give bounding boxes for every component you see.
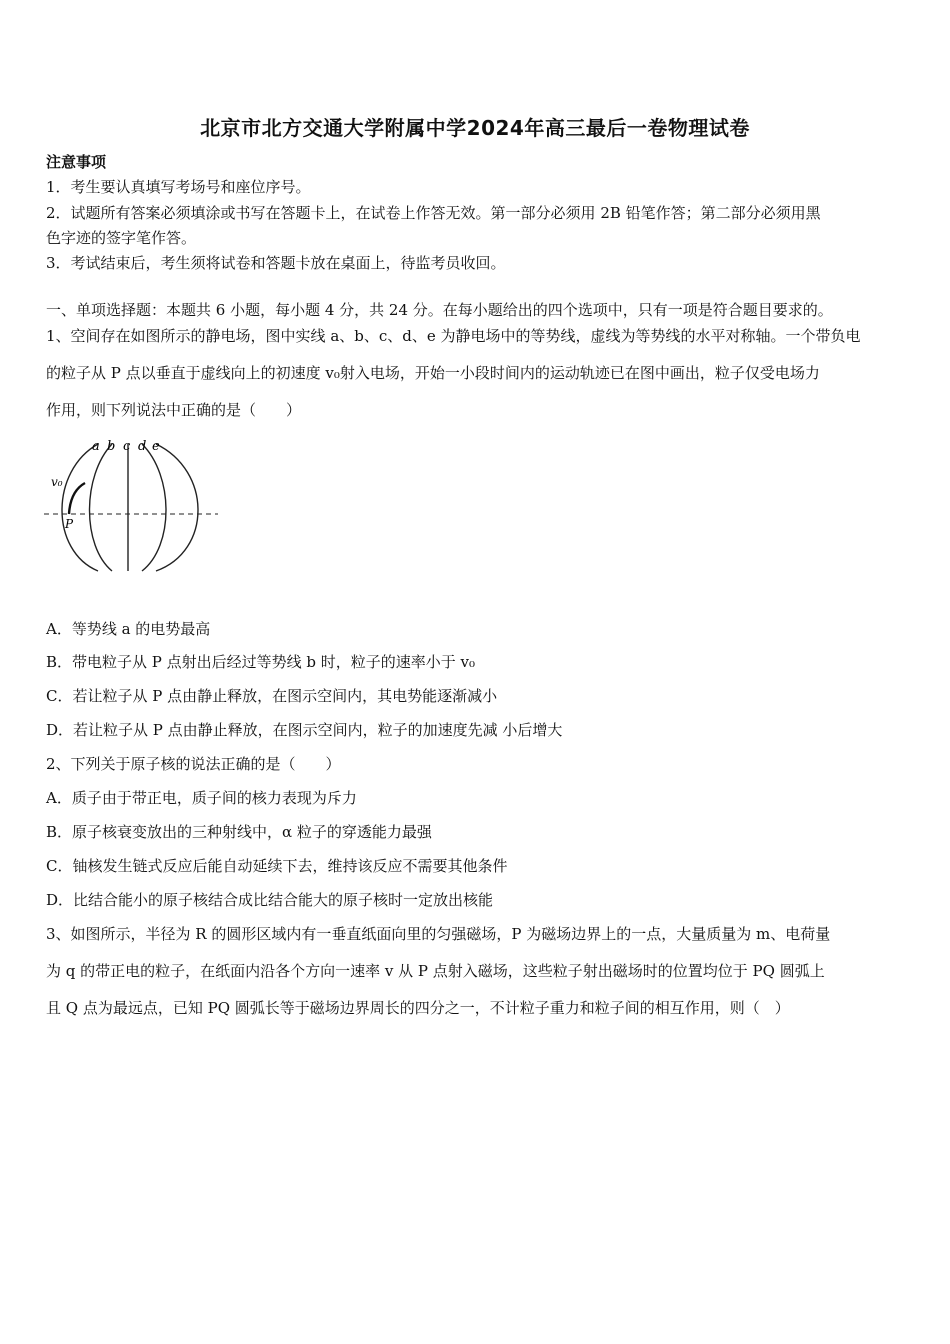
label-p: P	[65, 517, 74, 531]
question-1-option: A．等势线 a 的电势最高	[46, 620, 211, 638]
question-1-stem-line: 1、空间存在如图所示的静电场，图中实线 a、b、c、d、e 为静电场中的等势线，虚线为等势线的水平对称轴。一个带负电	[46, 327, 861, 345]
question-1-stem-line: 作用，则下列说法中正确的是（ ）	[46, 401, 302, 419]
question-2-stem: 2、下列关于原子核的说法正确的是（ ）	[46, 755, 341, 773]
label-c: c	[123, 439, 131, 454]
equipotential-line-a	[62, 444, 98, 571]
question-1-option: D．若让粒子从 P 点由静止释放，在图示空间内，粒子的加速度先减 小后增大	[46, 721, 563, 739]
notice-item: 3．考试结束后，考生须将试卷和答题卡放在桌面上，待监考员收回。	[46, 254, 506, 272]
notice-item: 1．考生要认真填写考场号和座位序号。	[46, 178, 311, 196]
question-2-option: B．原子核衰变放出的三种射线中，α 粒子的穿透能力最强	[46, 823, 432, 841]
notice-heading: 注意事项	[46, 153, 107, 171]
exam-title: 北京市北方交通大学附属中学2024年高三最后一卷物理试卷	[200, 116, 750, 140]
question-3-stem-line: 且 Q 点为最远点，已知 PQ 圆弧长等于磁场边界周长的四分之一，不计粒子重力和粒子间的相互作用，则（ ）	[46, 999, 790, 1017]
equipotential-line-b	[90, 444, 113, 571]
equipotential-line-d	[142, 444, 166, 571]
label-d: d	[138, 439, 147, 454]
question-3-stem-line: 3、如图所示，半径为 R 的圆形区域内有一垂直纸面向里的匀强磁场，P 为磁场边界上的一点，大量质量为 m、电荷量	[46, 925, 831, 943]
question-2-option: C．铀核发生链式反应后能自动延续下去，维持该反应不需要其他条件	[46, 857, 508, 875]
label-v0: v₀	[51, 475, 63, 489]
equipotential-figure	[40, 436, 222, 576]
question-2-option: D．比结合能小的原子核结合成比结合能大的原子核时一定放出核能	[46, 891, 494, 909]
question-3-stem-line: 为 q 的带正电的粒子，在纸面内沿各个方向一速率 v 从 P 点射入磁场，这些粒子射出磁场时的位置均位于 PQ 圆弧上	[46, 962, 825, 980]
question-2-option: A．质子由于带正电，质子间的核力表现为斥力	[46, 789, 357, 807]
notice-item-continued: 色字迹的签字笔作答。	[46, 229, 197, 247]
equipotential-line-e	[156, 444, 198, 571]
label-a: a	[92, 439, 100, 454]
question-1-option: B．带电粒子从 P 点射出后经过等势线 b 时，粒子的速率小于 v₀	[46, 653, 476, 671]
question-1-option: C．若让粒子从 P 点由静止释放，在图示空间内，其电势能逐渐减小	[46, 687, 498, 705]
label-e: e	[152, 439, 160, 454]
particle-trajectory	[69, 483, 85, 514]
section-heading: 一、单项选择题：本题共 6 小题，每小题 4 分，共 24 分。在每小题给出的四个选项中，只有一项是符合题目要求的。	[46, 301, 833, 319]
label-b: b	[107, 439, 116, 454]
question-1-stem-line: 的粒子从 P 点以垂直于虚线向上的初速度 v₀射入电场，开始一小段时间内的运动轨迹已在图中画出，粒子仅受电场力	[46, 364, 820, 382]
notice-item: 2．试题所有答案必须填涂或书写在答题卡上，在试卷上作答无效。第一部分必须用 2B 铅笔作答；第二部分必须用黑	[46, 204, 821, 222]
